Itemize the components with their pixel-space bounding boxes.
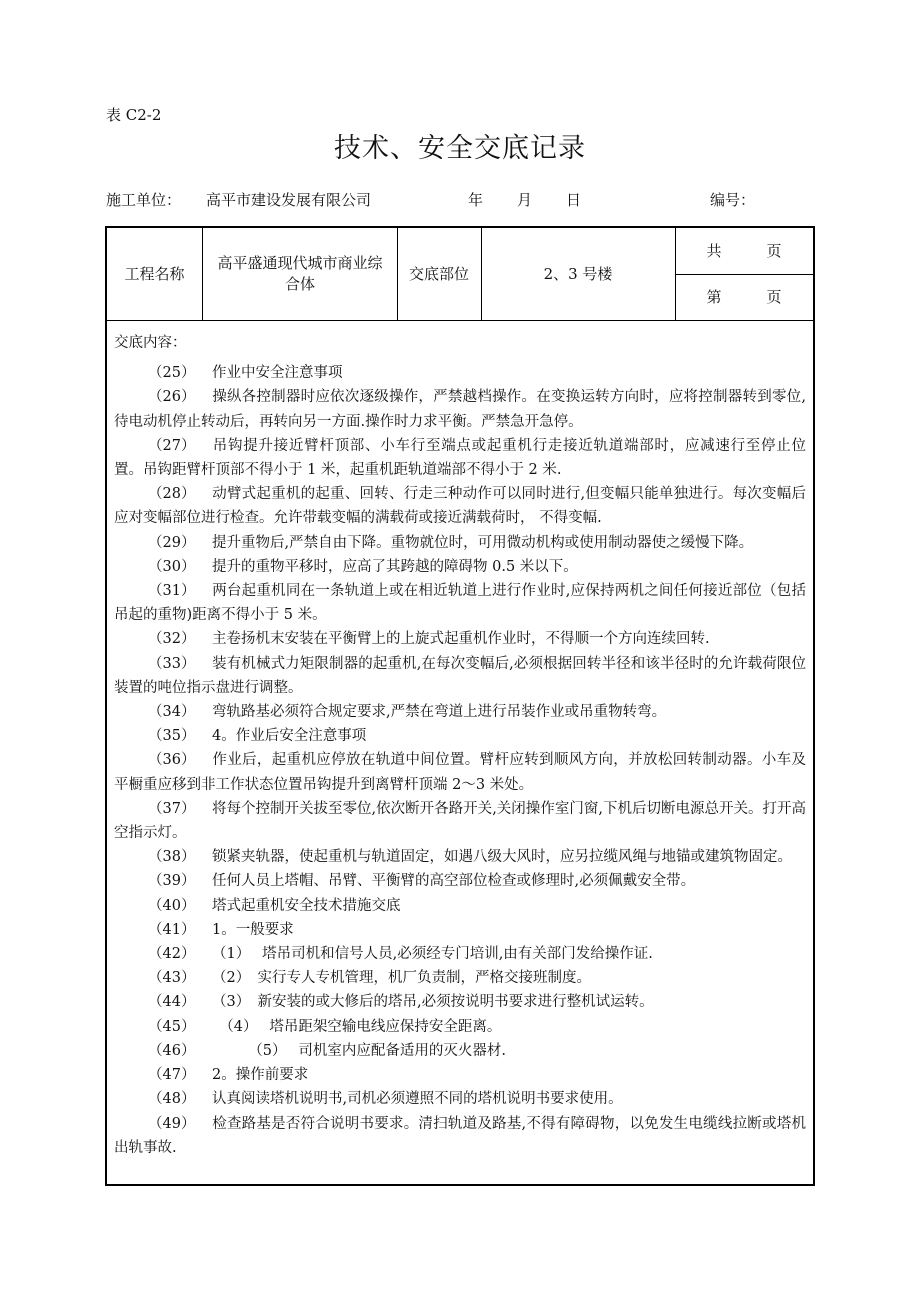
list-item: [114, 966, 806, 990]
list-item: [114, 869, 806, 893]
item-text: 装有机械式力矩限制器的起重机,在每次变幅后,必须根据回转半径和该半径时的允许载荷限位装置的吨位指示盘进行调整。: [114, 655, 806, 696]
list-item: [114, 918, 806, 942]
list-item: [114, 894, 806, 918]
item-text: 将每个控制开关拔至零位,依次断开各路开关,关闭操作室门窗,下机后切断电源总开关。打开高空指示灯。: [114, 800, 806, 842]
item-text: （3） 新安装的或大修后的塔吊,必须按说明书要求进行整机试运转。: [212, 994, 654, 1011]
item-text: （2） 实行专人专机管理，机厂负责制，严格交接班制度。: [212, 970, 591, 987]
item-number: （38）: [148, 849, 196, 866]
list-item: [114, 1112, 806, 1160]
total-pages: 共 页: [706, 241, 782, 260]
day-label: 日: [566, 191, 582, 209]
item-text: 1。一般要求: [212, 921, 294, 938]
item-text: 锁紧夹轨器，使起重机与轨道固定，如遇八级大风时，应另拉缆风绳与地锚或建筑物固定。: [212, 849, 792, 866]
item-number: （34）: [148, 704, 196, 721]
item-text: （4） 塔吊距架空输电线应保持安全距离。: [212, 1018, 502, 1035]
month-label: 月: [517, 191, 533, 209]
item-number: （48）: [148, 1091, 196, 1108]
item-number: （30）: [148, 558, 196, 575]
item-text: 主卷扬机末安装在平衡臂上的上旋式起重机作业时，不得顺一个方向连续回转.: [212, 631, 710, 648]
list-item: [114, 531, 806, 555]
item-text: 检查路基是否符合说明书要求。清扫轨道及路基,不得有障碍物，以免发生电缆线拉断或塔机出轨事故.: [114, 1115, 806, 1156]
location-label: 交底部位: [408, 264, 469, 283]
list-item: [114, 482, 806, 530]
list-item: [114, 627, 806, 651]
item-number: （49）: [148, 1115, 196, 1132]
list-item: [114, 990, 806, 1014]
item-text: 2。操作前要求: [212, 1067, 309, 1084]
list-item: [114, 1039, 806, 1063]
list-item: [114, 579, 806, 627]
list-item: [114, 361, 806, 385]
item-number: （37）: [148, 800, 196, 817]
item-number: （47）: [148, 1067, 196, 1084]
item-text: 4。作业后安全注意事项: [212, 728, 367, 745]
year-label: 年: [468, 191, 484, 209]
list-item: [114, 748, 806, 796]
list-item: [114, 845, 806, 869]
list-item: [114, 555, 806, 579]
item-number: （42）: [148, 946, 196, 963]
col-divider-1: [202, 228, 203, 320]
item-number: （29）: [148, 534, 196, 551]
list-item: [114, 724, 806, 748]
list-item: [114, 797, 806, 845]
item-number: （31）: [148, 583, 196, 600]
list-item: [114, 1015, 806, 1039]
content-heading: 交底内容：: [114, 335, 187, 351]
item-text: 两台起重机同在一条轨道上或在相近轨道上进行作业时,应保持两机之间任何接近部位（包括吊起的重物)距离不得小于 5 米。: [114, 583, 806, 624]
list-item: [114, 434, 806, 482]
item-text: （1） 塔吊司机和信号人员,必须经专门培训,由有关部门发给操作证.: [212, 946, 653, 963]
item-text: （5） 司机室内应配备适用的灭火器材.: [212, 1042, 506, 1059]
form-number: 表 C2-2: [106, 106, 162, 124]
item-number: （32）: [148, 631, 196, 648]
item-text: 任何人员上塔帽、吊臂、平衡臂的高空部位检查或修理时,必须佩戴安全带。: [212, 873, 696, 890]
item-text: 动臂式起重机的起重、回转、行走三种动作可以同时进行,但变幅只能单独进行。每次变幅后应对变幅部位进行检查。允许带载变幅的满载荷或接近满载荷时， 不得变幅.: [114, 486, 806, 527]
unit-label: 施工单位：: [106, 191, 182, 209]
list-item: [114, 385, 806, 433]
item-number: （28）: [148, 486, 196, 503]
item-number: （43）: [148, 970, 196, 987]
item-text: 作业后，起重机应停放在轨道中间位置。臂杆应转到顺风方向，并放松回转制动器。小车及平橱重应移到非工作状态位置吊钩提升到离臂杆顶端 2～3 米处。: [114, 752, 806, 793]
item-text: 弯轨路基必须符合规定要求,严禁在弯道上进行吊装作业或吊重物转弯。: [212, 704, 667, 721]
list-item: [114, 1087, 806, 1111]
list-item: [114, 652, 806, 700]
item-text: 提升的重物平移时，应高了其跨越的障碍物 0.5 米以下。: [212, 558, 578, 575]
page-title: 技术、安全交底记录: [334, 133, 586, 164]
item-number: （44）: [148, 994, 196, 1011]
item-text: 吊钩提升接近臂杆顶部、小车行至端点或起重机行走接近轨道端部时，应减速行至停止位置。吊钩距臂杆顶部不得小于 1 米，起重机距轨道端部不得小于 2 米.: [114, 437, 806, 479]
serial-label: 编号：: [710, 191, 756, 209]
briefing-content: [114, 331, 806, 1160]
item-number: （45）: [148, 1018, 196, 1035]
item-number: （25）: [148, 365, 196, 382]
page-number: 第 页: [706, 287, 782, 306]
list-item: [114, 942, 806, 966]
item-text: 塔式起重机安全技术措施交底: [212, 897, 401, 914]
list-item: [114, 1063, 806, 1087]
item-text: 认真阅读塔机说明书,司机必须遵照不同的塔机说明书要求使用。: [212, 1091, 623, 1108]
item-number: （35）: [148, 728, 196, 745]
item-number: （40）: [148, 897, 196, 914]
header-row-border: [107, 320, 813, 321]
project-name-value: 高平盛通现代城市商业综合体: [217, 254, 383, 293]
item-number: （26）: [148, 389, 196, 406]
item-text: 操纵各控制器时应依次逐级操作，严禁越档操作。在变换运转方向时，应将控制器转到零位,待电动机停止转动后，再转向另一方面.操作时力求平衡。严禁急开急停。: [114, 389, 806, 430]
unit-value: 高平市建设发展有限公司: [206, 191, 372, 209]
item-number: （46）: [148, 1042, 196, 1059]
item-text: 提升重物后,严禁自由下降。重物就位时，可用微动机构或使用制动器使之缓慢下降。: [212, 534, 754, 551]
item-number: （39）: [148, 873, 196, 890]
item-number: （33）: [148, 655, 196, 672]
list-item: [114, 700, 806, 724]
location-value: 2、3 号楼: [543, 264, 613, 283]
item-number: （41）: [148, 921, 196, 938]
project-name-label: 工程名称: [124, 264, 185, 283]
item-number: （36）: [148, 752, 196, 769]
item-text: 作业中安全注意事项: [212, 365, 343, 382]
item-number: （27）: [148, 437, 196, 454]
